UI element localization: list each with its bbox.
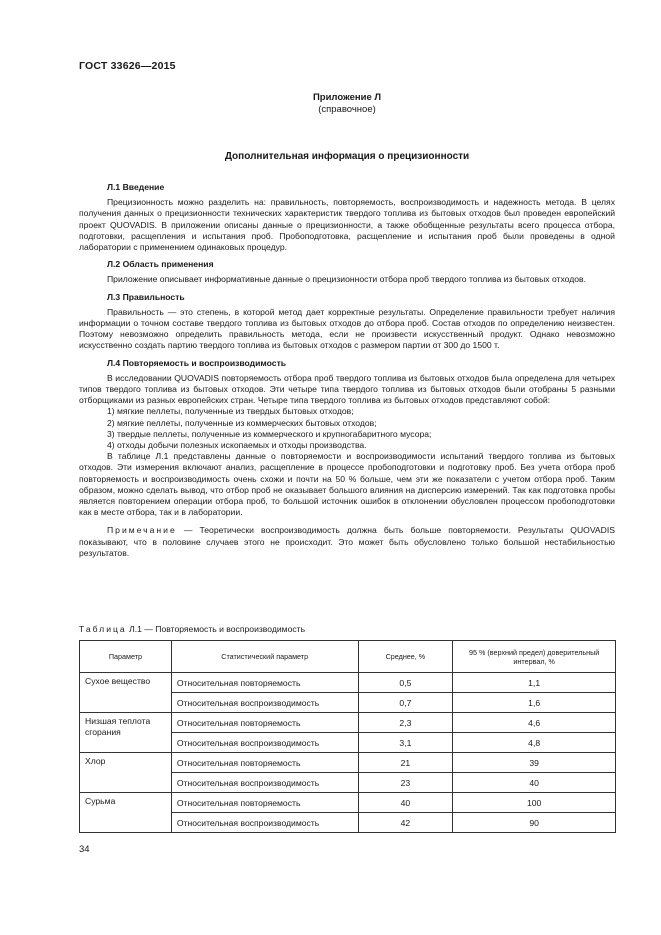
precision-table: [79, 640, 616, 833]
mean-cell: 40: [358, 793, 453, 813]
table-row: [80, 753, 616, 773]
table-row: [80, 713, 616, 733]
mean-cell: 23: [358, 773, 453, 793]
section-heading: Л.2 Область применения: [107, 259, 214, 270]
stat-param-cell: Относительная воспроизводимость: [171, 693, 358, 713]
fuel-types-list: [79, 406, 615, 451]
parameter-cell: Хлор: [80, 753, 172, 793]
appendix-heading: [79, 92, 615, 116]
table-row: [80, 793, 616, 813]
ci-cell: 90: [453, 813, 616, 833]
section-heading: Л.3 Правильность: [107, 291, 185, 302]
appendix-subtitle: (справочное): [318, 104, 376, 115]
page-number: 34: [79, 844, 90, 855]
parameter-cell: Сурьма: [80, 793, 172, 833]
column-header: 95 % (верхний предел) доверительный интервал, %: [453, 641, 616, 673]
list-item: 4) отходы добычи полезных ископаемых и отходы производства.: [107, 440, 367, 451]
table-caption-text: Л.1 — Повторяемость и воспроизводимость: [126, 624, 306, 634]
ci-cell: 100: [453, 793, 616, 813]
document-id: ГОСТ 33626—2015: [79, 60, 176, 72]
section-scope: [79, 259, 615, 285]
stat-param-cell: Относительная воспроизводимость: [171, 813, 358, 833]
column-header: Среднее, %: [358, 641, 453, 673]
parameter-cell: Сухое вещество: [80, 673, 172, 713]
stat-param-cell: Относительная воспроизводимость: [171, 773, 358, 793]
mean-cell: 21: [358, 753, 453, 773]
paragraph: В исследовании QUOVADIS повторяемость отбора проб твердого топлива из бытовых отходов была определена для четырех типов твердого топлива из бытовых отходов. Эти четыре типа твердого топлива из бытовых отходов были отобраны 5 разными отборщиками из разных европейских стран. Четыре типа твердого топлива из бытовых отходов представляют собой:: [79, 372, 615, 406]
mean-cell: 0,7: [358, 693, 453, 713]
list-item: 3) твердые пеллеты, полученные из коммерческого и крупногабаритного мусора;: [107, 428, 432, 439]
ci-cell: 1,6: [453, 693, 616, 713]
mean-cell: 2,3: [358, 713, 453, 733]
ci-cell: 4,8: [453, 733, 616, 753]
mean-cell: 42: [358, 813, 453, 833]
stat-param-cell: Относительная повторяемость: [171, 673, 358, 693]
content-body: [79, 182, 615, 565]
ci-cell: 40: [453, 773, 616, 793]
stat-param-cell: Относительная повторяемость: [171, 793, 358, 813]
mean-cell: 0,5: [358, 673, 453, 693]
paragraph: Правильность — это степень, в которой метод дает корректные результаты. Определение правильности требует наличия информации о точном составе твердого топлива из бытовых отходов до отбора проб. Состав отходов по определению неизвестен. Поэтому невозможно определить правильность метода, если не произвести искусственный продукт. Однако невозможно искусственно создать партию твердого топлива из бытовых отходов с размером партии от 300 до 1500 т.: [79, 306, 615, 351]
paragraph: Прецизионность можно разделить на: правильность, повторяемость, воспроизводимость и надежность метода. В целях получения данных о прецизионности технических характеристик твердого топлива из бытовых отходов был проведен европейский проект QUOVADIS. В приложении описаны данные о прецизионности, а также обобщенные результаты всего процесса отбора, подготовки, расщепления и испытания проб. Пробоподготовка, расщепление и испытания проб были проведены в одной лаборатории с применением одинаковых процедур.: [79, 197, 615, 253]
note-paragraph: [79, 525, 615, 559]
note-label: Примечание: [107, 525, 177, 536]
table-header-row: [80, 641, 616, 673]
table-row: [80, 673, 616, 693]
table-caption-label: Таблица: [79, 624, 127, 634]
section-heading: Л.4 Повторяемость и воспроизводимость: [107, 357, 287, 368]
ci-cell: 1,1: [453, 673, 616, 693]
main-title: Дополнительная информация о прецизионности: [224, 151, 470, 162]
parameter-cell: Низшая теплота сгорания: [80, 713, 172, 753]
list-item: 2) мягкие пеллеты, полученные из коммерческих бытовых отходов;: [107, 417, 377, 428]
stat-param-cell: Относительная повторяемость: [171, 713, 358, 733]
mean-cell: 3,1: [358, 733, 453, 753]
column-header: Статистический параметр: [171, 641, 358, 673]
stat-param-cell: Относительная воспроизводимость: [171, 733, 358, 753]
section-trueness: [79, 292, 615, 352]
section-introduction: [79, 182, 615, 253]
section-heading: Л.1 Введение: [107, 182, 165, 192]
stat-param-cell: Относительная повторяемость: [171, 753, 358, 773]
appendix-title: Приложение Л: [312, 92, 382, 103]
column-header: Параметр: [80, 641, 172, 673]
ci-cell: 39: [453, 753, 616, 773]
note-text: — Теоретически воспроизводимость должна быть больше повторяемости. Результаты QUOVADIS показывают, что в половине случаев этого не происходит. Это может быть обусловлено только большой нестабильностью результатов.: [79, 525, 615, 558]
paragraph: Приложение описывает информативные данные о прецизионности отбора проб твердого топлива из бытовых отходов.: [107, 274, 587, 285]
section-repeatability: [79, 358, 615, 559]
table-caption: [79, 624, 305, 634]
paragraph: В таблице Л.1 представлены данные о повторяемости и воспроизводимости испытаний твердого топлива из бытовых отходов. Эти измерения включают анализ, расщепление в процессе пробоподготовки и подготовку проб. Без учета отбора проб повторяемость и воспроизводимость очень схожи и почти на 50 % больше, чем эти же показатели с учетом отбора проб. Таким образом, можно сделать вывод, что отбор проб не оказывает большого влияния на дисперсию измерений. Так как подготовка пробы является повторением операции отбора проб, то большой источник ошибок в отклонении обусловлен процессом пробоподготовки как в месте отбора, так и в лаборатории.: [79, 451, 615, 518]
ci-cell: 4,6: [453, 713, 616, 733]
list-item: 1) мягкие пеллеты, полученные из твердых бытовых отходов;: [107, 406, 354, 417]
